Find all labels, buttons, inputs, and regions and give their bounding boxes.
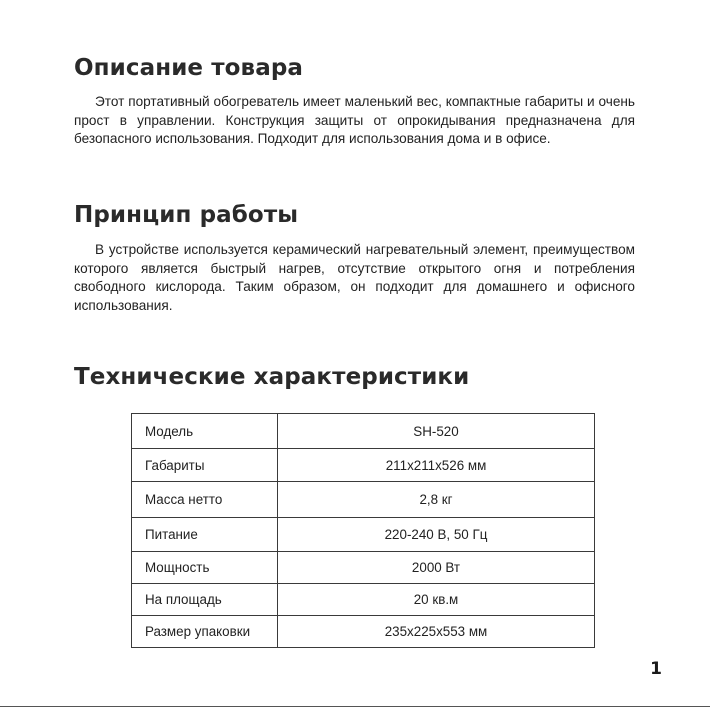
specs-table <box>131 413 595 648</box>
spec-value: 2000 Вт <box>278 552 595 584</box>
spec-label: Габариты <box>132 449 278 482</box>
spec-label: Размер упаковки <box>132 616 278 648</box>
page-number: 1 <box>650 659 662 679</box>
spec-label: Масса нетто <box>132 482 278 518</box>
section-title-description: Описание товара <box>74 55 304 81</box>
spec-value: 235x225x553 мм <box>278 616 595 648</box>
section-title-principle: Принцип работы <box>74 202 299 228</box>
bottom-divider <box>0 706 710 707</box>
spec-value: 2,8 кг <box>278 482 595 518</box>
table-row <box>132 552 595 584</box>
table-row <box>132 482 595 518</box>
spec-value: SH-520 <box>278 414 595 449</box>
table-row <box>132 584 595 616</box>
spec-label: Питание <box>132 518 278 552</box>
principle-paragraph: В устройстве используется керамический нагревательный элемент, преимуществом которого является быстрый нагрев, отсутствие открытого огня и потребления свободного кислорода. Таким образом, он подходит для домашнего и офисного использования. <box>74 242 635 313</box>
spec-label: Модель <box>132 414 278 449</box>
table-row <box>132 518 595 552</box>
spec-label: На площадь <box>132 584 278 616</box>
spec-value: 211x211x526 мм <box>278 449 595 482</box>
table-row <box>132 616 595 648</box>
table-row <box>132 449 595 482</box>
description-paragraph: Этот портативный обогреватель имеет маленький вес, компактные габариты и очень прост в управлении. Конструкция защиты от опрокидывания предназначена для безопасного использования. Подходит для использования дома и в офисе. <box>74 94 635 146</box>
spec-value: 20 кв.м <box>278 584 595 616</box>
section-title-specs: Технические характеристики <box>74 364 470 390</box>
spec-label: Мощность <box>132 552 278 584</box>
table-row <box>132 414 595 449</box>
spec-value: 220-240 В, 50 Гц <box>278 518 595 552</box>
